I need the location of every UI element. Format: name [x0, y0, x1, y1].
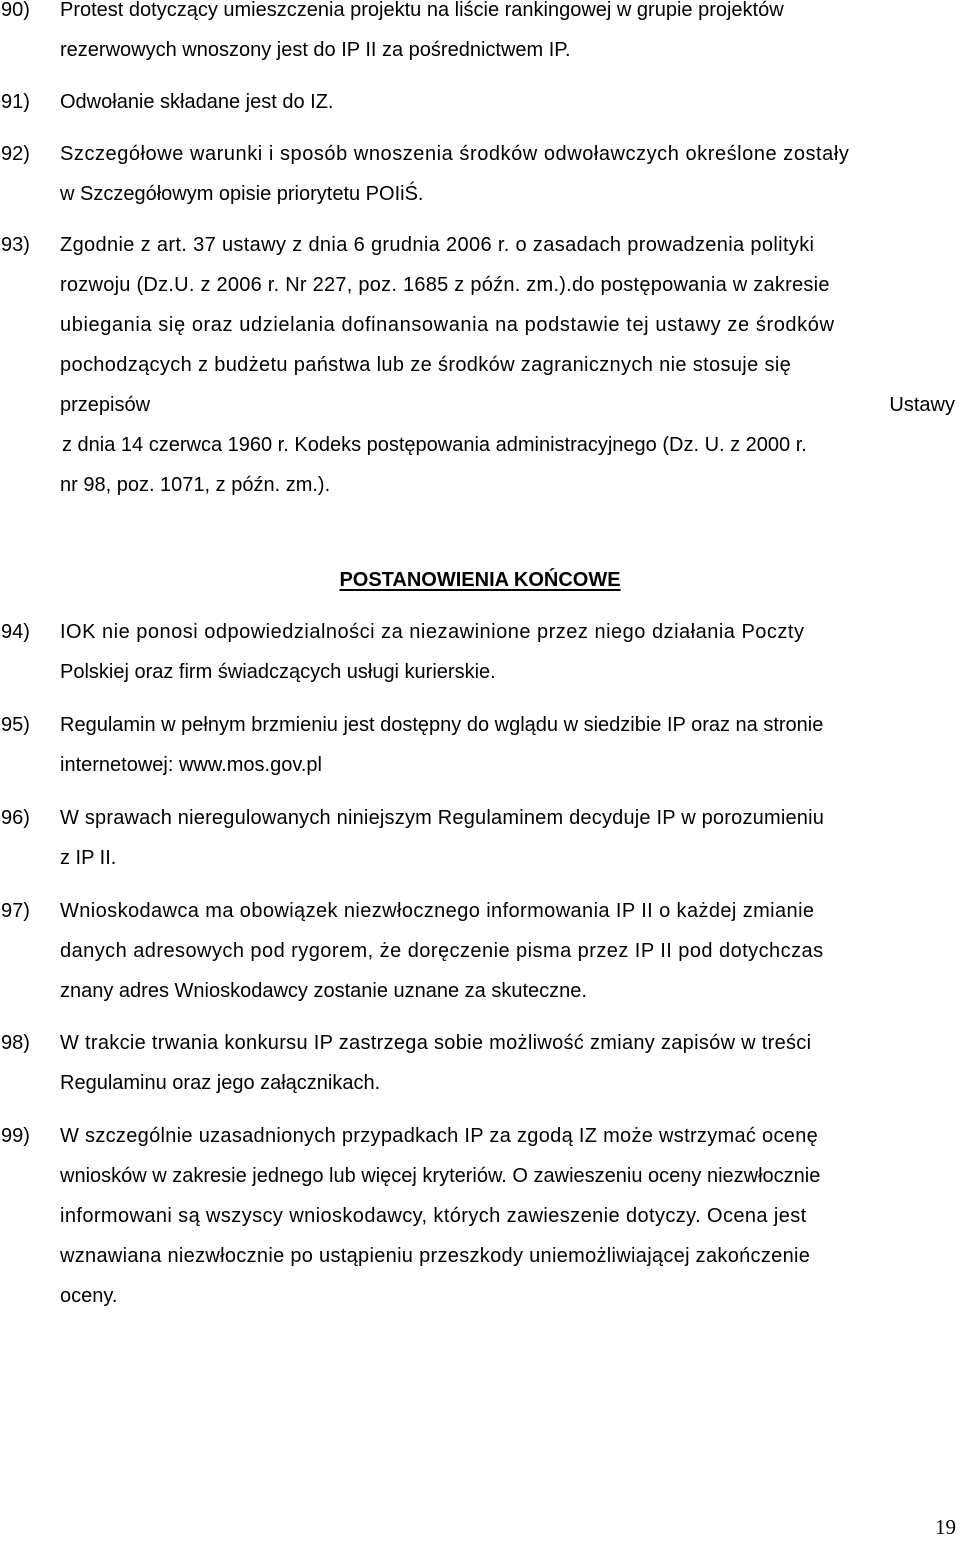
item-number: 96): [1, 807, 30, 829]
item-text: [60, 891, 955, 1011]
text-line: IOK nie ponosi odpowiedzialności za niezawinione przez niego działania Poczty: [60, 621, 805, 643]
item-number: 95): [1, 714, 30, 736]
text-line: Regulaminu oraz jego załącznikach.: [60, 1072, 381, 1094]
item-text: [60, 798, 955, 878]
text-line: internetowej: www.mos.gov.pl: [60, 754, 322, 776]
text-line: znany adres Wnioskodawcy zostanie uznane za skuteczne.: [60, 980, 587, 1002]
text-line: nr 98, poz. 1071, z późn. zm.).: [60, 474, 331, 496]
text-line: rezerwowych wnoszony jest do IP II za pośrednictwem IP.: [60, 39, 571, 61]
text-line-split: [60, 385, 955, 425]
text-line: Wnioskodawca ma obowiązek niezwłocznego informowania IP II o każdej zmianie: [60, 900, 815, 922]
text-line: Regulamin w pełnym brzmieniu jest dostępny do wglądu w siedzibie IP oraz na stronie: [60, 714, 824, 736]
item-text: [60, 82, 955, 122]
item-number: 99): [1, 1125, 30, 1147]
text-line: z IP II.: [60, 847, 117, 869]
item-text: [60, 0, 955, 70]
text-line: wznawiana niezwłocznie po ustąpieniu przeszkody uniemożliwiającej zakończenie: [60, 1245, 811, 1267]
text-line: W trakcie trwania konkursu IP zastrzega sobie możliwość zmiany zapisów w treści: [60, 1032, 812, 1054]
text-line: wniosków w zakresie jednego lub więcej kryteriów. O zawieszeniu oceny niezwłocznie: [60, 1165, 821, 1187]
item-text: [60, 134, 955, 214]
item-number: 91): [1, 91, 30, 113]
item-number: 92): [1, 143, 30, 165]
word-przepisow: przepisów: [60, 394, 151, 416]
item-number: 97): [1, 900, 30, 922]
text-line: danych adresowych pod rygorem, że doręczenie pisma przez IP II pod dotychczas: [60, 940, 824, 962]
item-text: [60, 1116, 955, 1316]
text-line: ubiegania się oraz udzielania dofinansowania na podstawie tej ustawy ze środków: [60, 314, 835, 336]
page-number: 19: [935, 1515, 956, 1539]
item-number: 93): [1, 234, 30, 256]
item-text: [60, 612, 955, 692]
text-line: pochodzących z budżetu państwa lub ze środków zagranicznych nie stosuje się: [60, 354, 792, 376]
item-number: 94): [1, 621, 30, 643]
item-text: [60, 1023, 955, 1103]
text-line: Protest dotyczący umieszczenia projektu na liście rankingowej w grupie projektów: [60, 0, 784, 21]
word-ustawy: Ustawy: [889, 394, 955, 416]
text-line: Szczegółowe warunki i sposób wnoszenia środków odwoławczych określone zostały: [60, 143, 850, 165]
text-line: informowani są wszyscy wnioskodawcy, których zawieszenie dotyczy. Ocena jest: [60, 1205, 807, 1227]
text-line: W szczególnie uzasadnionych przypadkach IP za zgodą IZ może wstrzymać ocenę: [60, 1125, 819, 1147]
text-line: W sprawach nieregulowanych niniejszym Regulaminem decyduje IP w porozumieniu: [60, 807, 825, 829]
text-line: z dnia 14 czerwca 1960 r. Kodeks postępowania administracyjnego (Dz. U. z 2000 r.: [62, 434, 807, 456]
text-line: Polskiej oraz firm świadczących usługi kurierskie.: [60, 661, 496, 683]
text-line: rozwoju (Dz.U. z 2006 r. Nr 227, poz. 1685 z późn. zm.).do postępowania w zakresie: [60, 274, 830, 296]
item-text: [60, 225, 955, 505]
text-line: Odwołanie składane jest do IZ.: [60, 91, 334, 113]
text-line: w Szczegółowym opisie priorytetu POIiŚ.: [60, 183, 424, 205]
item-text: [60, 705, 955, 785]
item-number: 98): [1, 1032, 30, 1054]
item-number: 90): [1, 0, 30, 21]
section-heading: POSTANOWIENIA KOŃCOWE: [339, 569, 621, 591]
text-line: Zgodnie z art. 37 ustawy z dnia 6 grudnia 2006 r. o zasadach prowadzenia polityki: [60, 234, 815, 256]
text-line: oceny.: [60, 1285, 118, 1307]
